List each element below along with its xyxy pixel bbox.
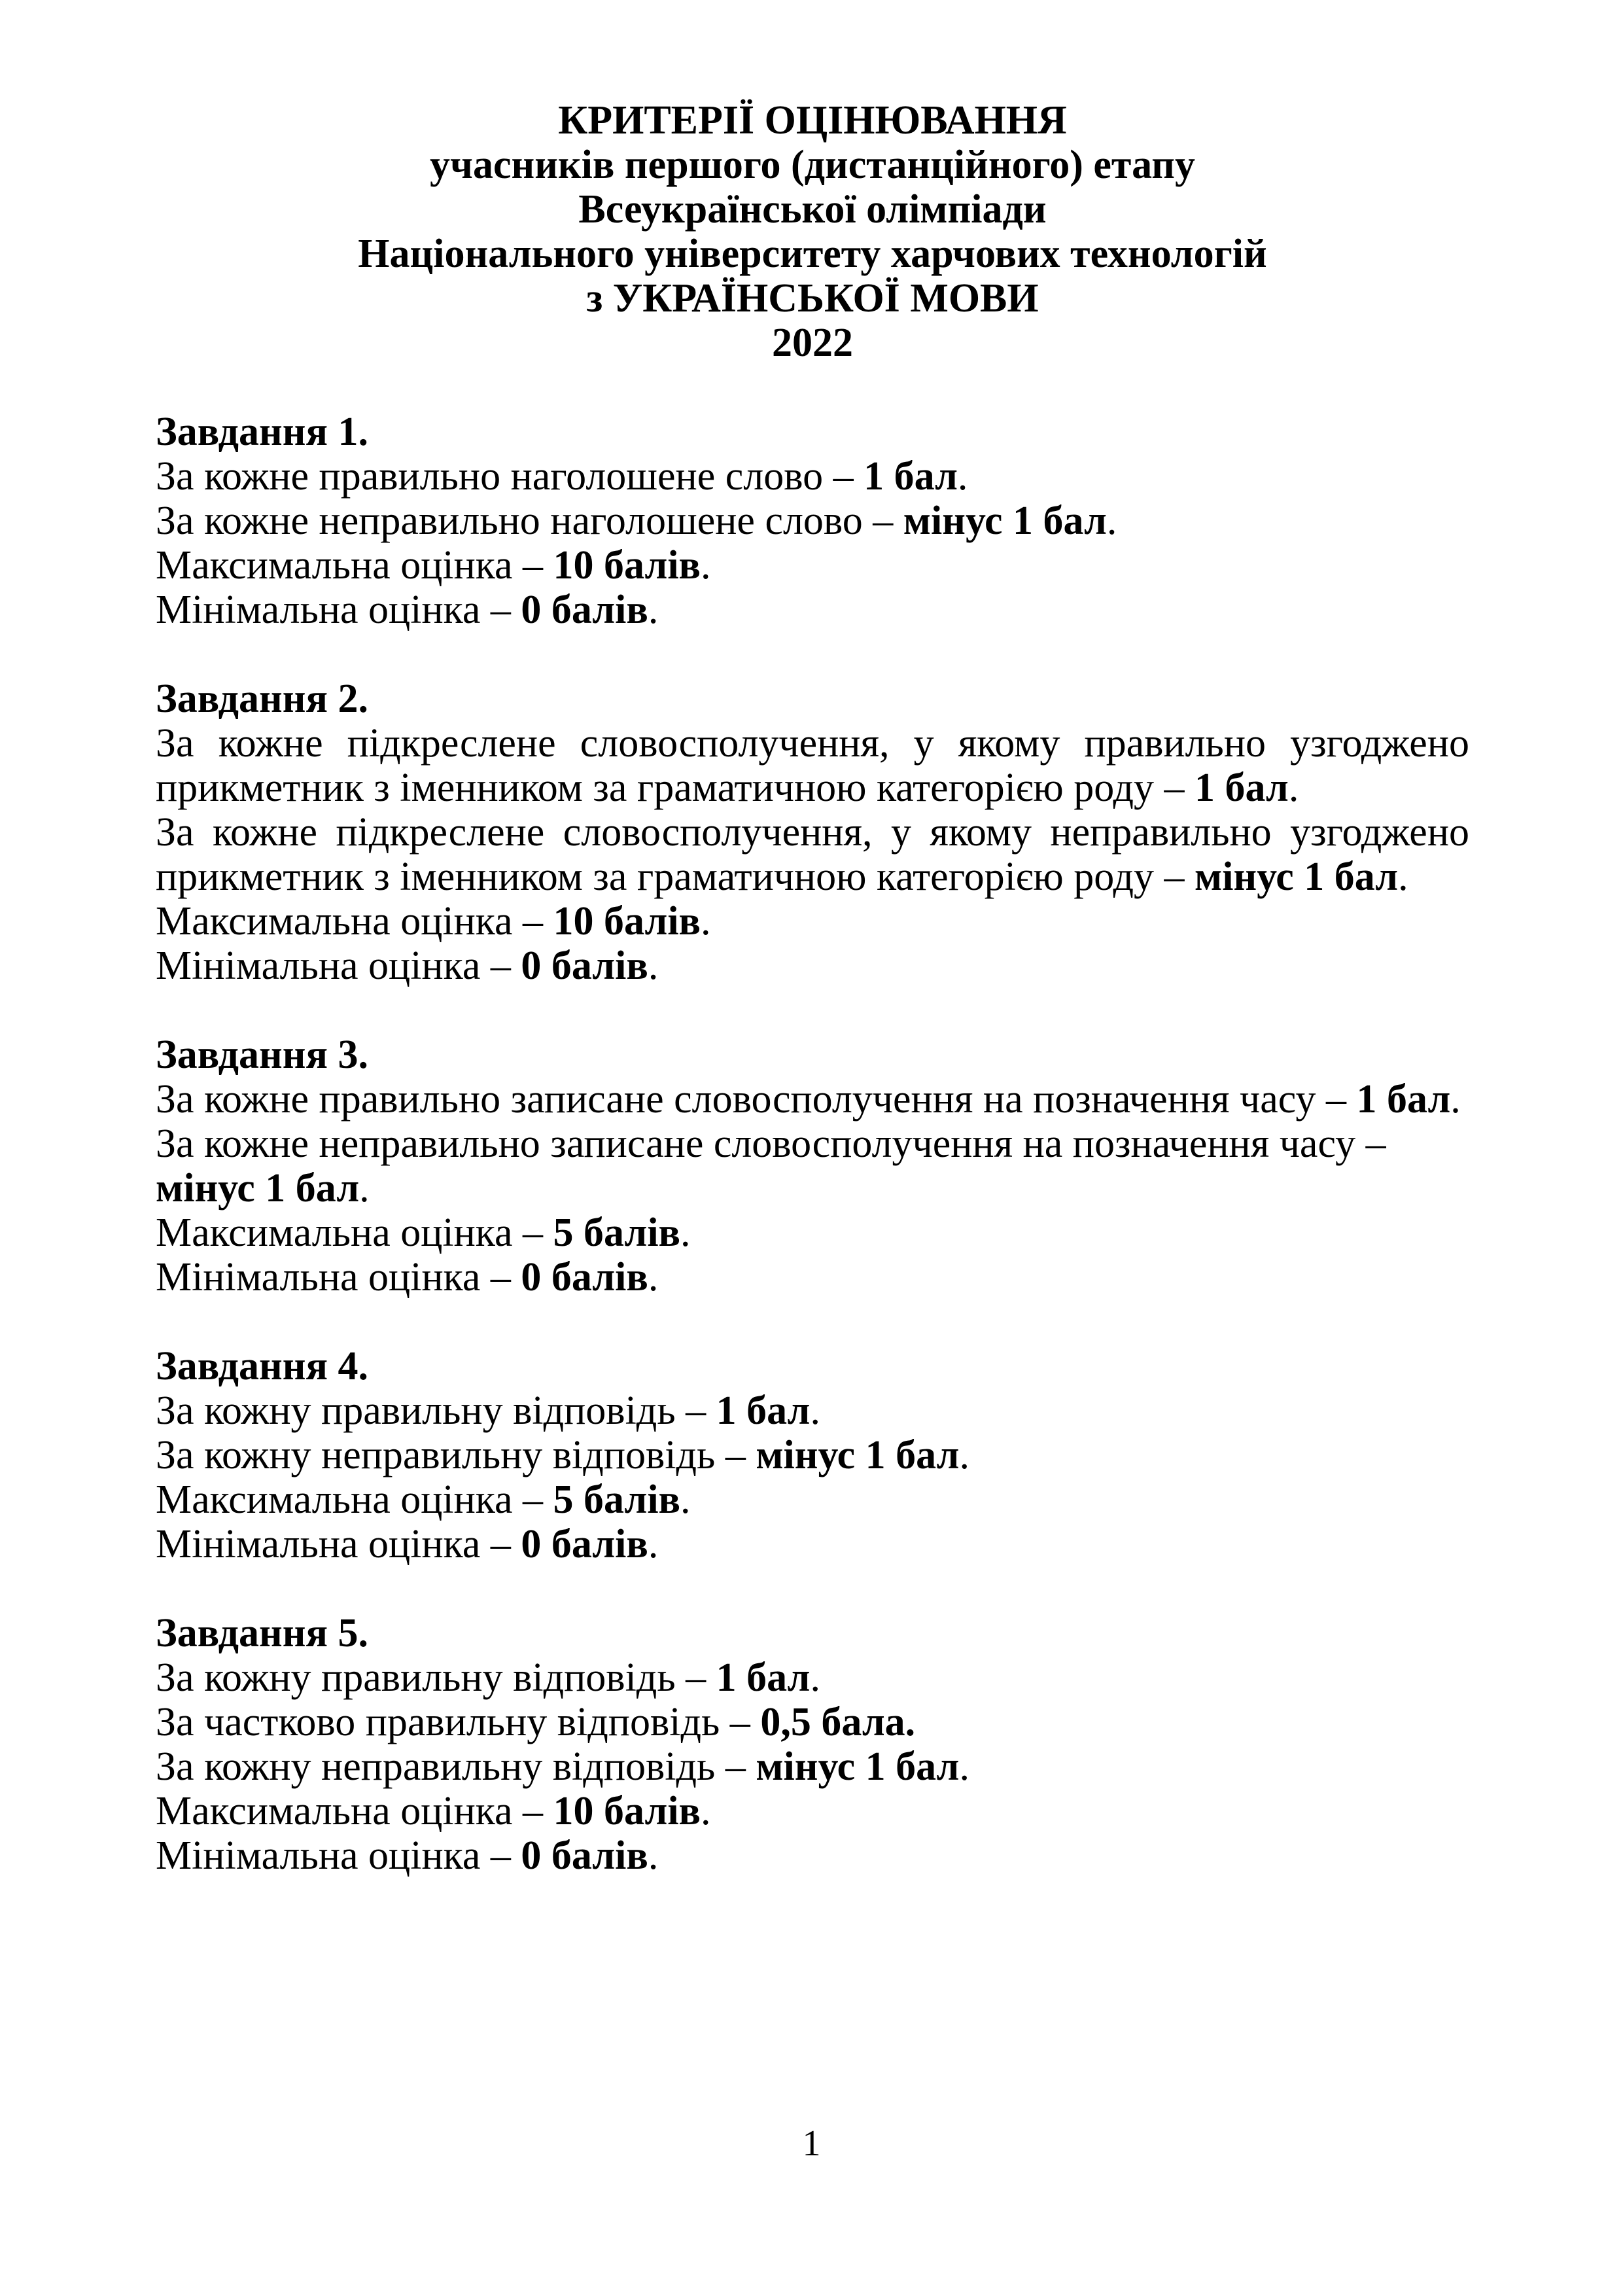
rule-score: 0 балів	[521, 588, 648, 632]
task-heading: Завдання 5.	[156, 1611, 369, 1655]
rule-text: Мінімальна оцінка –	[156, 1833, 521, 1878]
rule-text: Мінімальна оцінка –	[156, 944, 521, 988]
rule-score: 1 бал	[716, 1388, 811, 1433]
rule-tail: .	[701, 1789, 711, 1833]
rule-score: 0,5 бала.	[760, 1700, 916, 1744]
title-line-subject: з УКРАЇНСЬКОЇ МОВИ	[586, 276, 1039, 321]
rule-text: За кожну правильну відповідь –	[156, 1388, 716, 1433]
rule-min-score	[156, 1522, 1469, 1566]
task-3-section	[156, 1033, 1469, 1299]
rule-text: За кожне підкреслене словосполучення, у якому правильно узгоджено прикметник з іменником за граматичною категорією роду –	[156, 721, 1469, 810]
rule-score: 1 бал	[1356, 1077, 1451, 1122]
rule-tail: .	[1288, 766, 1299, 810]
rule-score: 5 балів	[553, 1210, 681, 1255]
rule-tail: .	[648, 588, 659, 632]
rule-tail: .	[701, 899, 711, 944]
rule-text: За кожну правильну відповідь –	[156, 1655, 716, 1700]
rule-score: 0 балів	[521, 1522, 648, 1566]
rule-tail: .	[957, 454, 968, 499]
rule-correct	[156, 1388, 1469, 1433]
rule-max-score	[156, 1210, 1469, 1255]
rule-tail: .	[648, 944, 659, 988]
rule-score: мінус 1 бал	[156, 1166, 360, 1210]
rule-max-score	[156, 1477, 1469, 1522]
rule-tail: .	[701, 543, 711, 588]
document-title	[156, 98, 1469, 365]
task-4-section	[156, 1344, 1469, 1566]
task-heading: Завдання 2.	[156, 677, 369, 721]
rule-score: 0 балів	[521, 1255, 648, 1299]
rule-tail: .	[959, 1433, 969, 1477]
task-heading: Завдання 1.	[156, 410, 369, 454]
rule-correct	[156, 454, 1469, 499]
rule-score: 5 балів	[553, 1477, 681, 1522]
rule-min-score	[156, 1833, 1469, 1878]
rule-min-score	[156, 588, 1469, 632]
rule-text: За кожне підкреслене словосполучення, у якому неправильно узгоджено прикметник з іменником за граматичною категорією роду –	[156, 810, 1469, 899]
rule-tail: .	[810, 1655, 820, 1700]
rule-max-score	[156, 543, 1469, 588]
rule-text: За кожне правильно записане словосполучення на позначення часу –	[156, 1077, 1357, 1122]
rule-text: Максимальна оцінка –	[156, 1210, 553, 1255]
rule-text: Мінімальна оцінка –	[156, 1255, 521, 1299]
rule-text: Максимальна оцінка –	[156, 543, 553, 588]
task-heading: Завдання 4.	[156, 1344, 369, 1388]
rule-incorrect	[156, 1433, 1469, 1477]
rule-incorrect	[156, 499, 1469, 543]
rule-incorrect	[156, 1744, 1469, 1789]
rule-max-score	[156, 1789, 1469, 1833]
rule-correct	[156, 1077, 1469, 1122]
rule-partial	[156, 1700, 1469, 1744]
task-2-section	[156, 677, 1469, 988]
rule-text: За частково правильну відповідь –	[156, 1700, 761, 1744]
rule-score: мінус 1 бал	[903, 499, 1107, 543]
rule-score: 10 балів	[553, 543, 701, 588]
rule-text: За кожне правильно наголошене слово –	[156, 454, 864, 499]
rule-text: За кожне неправильно записане словосполучення на позначення часу –	[156, 1122, 1386, 1166]
rule-score: 0 балів	[521, 1833, 648, 1878]
document-page	[156, 98, 1469, 1922]
rule-tail: .	[1106, 499, 1117, 543]
rule-score: 1 бал	[864, 454, 958, 499]
title-line-year: 2022	[772, 321, 853, 365]
rule-text: Мінімальна оцінка –	[156, 588, 521, 632]
rule-tail: .	[810, 1388, 820, 1433]
rule-text: За кожну неправильну відповідь –	[156, 1744, 756, 1789]
rule-tail: .	[1398, 855, 1408, 899]
task-5-section	[156, 1611, 1469, 1878]
rule-score: мінус 1 бал	[1195, 855, 1399, 899]
rule-incorrect	[156, 810, 1469, 899]
rule-max-score	[156, 899, 1469, 944]
title-line-participants: учасників першого (дистанційного) етапу	[429, 143, 1195, 187]
rule-min-score	[156, 1255, 1469, 1299]
rule-tail: .	[959, 1744, 969, 1789]
rule-score: 1 бал	[716, 1655, 811, 1700]
rule-tail: .	[648, 1255, 659, 1299]
rule-score: 10 балів	[553, 1789, 701, 1833]
rule-score: 10 балів	[553, 899, 701, 944]
title-line-criteria: КРИТЕРІЇ ОЦІНЮВАННЯ	[558, 98, 1067, 143]
rule-score: 0 балів	[521, 944, 648, 988]
rule-text: За кожну неправильну відповідь –	[156, 1433, 756, 1477]
rule-tail: .	[680, 1477, 691, 1522]
title-line-university: Національного університету харчових технологій	[358, 232, 1267, 276]
rule-tail: .	[680, 1210, 691, 1255]
rule-text: Максимальна оцінка –	[156, 899, 553, 944]
task-heading: Завдання 3.	[156, 1033, 369, 1077]
rule-min-score	[156, 944, 1469, 988]
rule-text: За кожне неправильно наголошене слово –	[156, 499, 903, 543]
page-number: 1	[802, 2123, 821, 2164]
task-1-section	[156, 410, 1469, 632]
rule-tail: .	[648, 1522, 659, 1566]
rule-text: Максимальна оцінка –	[156, 1789, 553, 1833]
rule-tail: .	[1450, 1077, 1461, 1122]
rule-tail: .	[359, 1166, 370, 1210]
rule-text: Максимальна оцінка –	[156, 1477, 553, 1522]
rule-correct	[156, 1655, 1469, 1700]
rule-score: мінус 1 бал	[756, 1744, 960, 1789]
rule-score: мінус 1 бал	[756, 1433, 960, 1477]
rule-correct	[156, 721, 1469, 810]
rule-tail: .	[648, 1833, 659, 1878]
title-line-olympiad: Всеукраїнської олімпіади	[578, 187, 1047, 232]
rule-score: 1 бал	[1195, 766, 1289, 810]
rule-text: Мінімальна оцінка –	[156, 1522, 521, 1566]
rule-incorrect	[156, 1122, 1469, 1210]
